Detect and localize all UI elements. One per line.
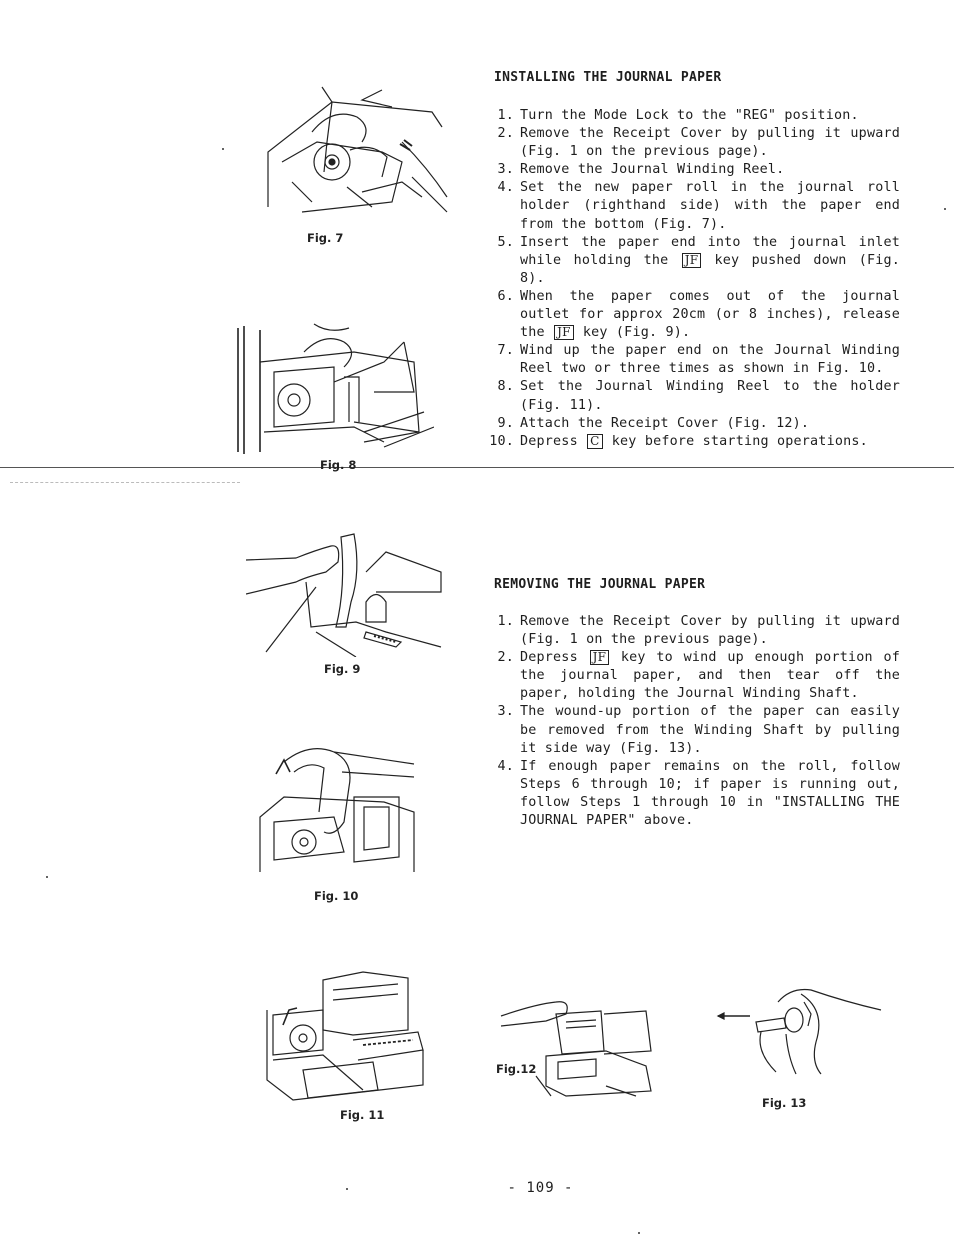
- page-number: - 109 -: [507, 1180, 574, 1196]
- installing-step-3: 3. Remove the Journal Winding Reel.: [497, 162, 785, 178]
- fig7-illustration: [262, 82, 452, 222]
- c-key-label: C: [587, 434, 602, 449]
- fig10-caption: Fig. 10: [314, 889, 359, 903]
- scan-speck: [944, 208, 946, 210]
- installing-heading: INSTALLING THE JOURNAL PAPER: [494, 70, 722, 85]
- installing-step-2: 2. Remove the Receipt Cover by pulling it upward (Fig. 1 on the previous page).: [497, 126, 900, 160]
- removing-step-2: 2. Depress JF key to wind up enough portion of the journal paper, and then tear off the paper, holding the Journal Winding Shaft.: [497, 650, 901, 702]
- removing-step-4: 4. If enough paper remains on the roll, follow Steps 6 through 10; if paper is running out, follow Steps 1 through 10 in "INSTALLING THE JOURNAL PAPER" above.: [497, 758, 900, 829]
- scan-speck: [346, 1188, 348, 1190]
- fig9-illustration: [246, 532, 446, 657]
- fig12-caption: Fig.12: [496, 1062, 537, 1076]
- section-divider: [0, 467, 954, 468]
- fig11-caption: Fig. 11: [340, 1108, 385, 1122]
- installing-step-4: 4. Set the new paper roll in the journal roll holder (righthand side) with the paper end from the bottom (Fig. 7).: [497, 180, 900, 232]
- removing-heading: REMOVING THE JOURNAL PAPER: [494, 577, 706, 592]
- fig13-illustration: [716, 982, 886, 1077]
- installing-steps: [484, 107, 900, 451]
- faint-dotted-line: [10, 482, 240, 483]
- scan-speck: [638, 1232, 640, 1234]
- installing-step-8: 8. Set the Journal Winding Reel to the holder (Fig. 11).: [497, 379, 900, 413]
- installing-step-5: 5. Insert the paper end into the journal inlet while holding the JF key pushed down (Fig. 8).: [497, 234, 901, 286]
- removing-step-1: 1. Remove the Receipt Cover by pulling it upward (Fig. 1 on the previous page).: [497, 614, 900, 648]
- fig11-illustration: [263, 970, 428, 1105]
- installing-step-6: 6. When the paper comes out of the journal outlet for approx 20cm (or 8 inches), release the JF key (Fig. 9).: [497, 288, 900, 341]
- installing-step-7: 7. Wind up the paper end on the Journal Winding Reel two or three times as shown in Fig. 10.: [497, 343, 900, 377]
- removing-step-3: 3. The wound-up portion of the paper can easily be removed from the Winding Shaft by pulling it side way (Fig. 13).: [497, 704, 900, 756]
- scan-speck: [46, 876, 48, 878]
- fig13-caption: Fig. 13: [762, 1096, 807, 1110]
- installing-step-10: 10. Depress C key before starting operations.: [489, 433, 868, 449]
- installing-step-9: 9. Attach the Receipt Cover (Fig. 12).: [497, 415, 810, 431]
- jf-key-label: JF: [554, 325, 574, 340]
- fig9-caption: Fig. 9: [324, 662, 361, 676]
- fig8-illustration: [234, 322, 434, 462]
- fig10-illustration: [254, 742, 419, 877]
- jf-key-label: JF: [682, 253, 702, 268]
- removing-steps: [484, 613, 900, 830]
- fig8-caption: Fig. 8: [320, 458, 357, 472]
- jf-key-label: JF: [590, 650, 610, 665]
- fig7-caption: Fig. 7: [307, 231, 344, 245]
- scan-speck: [222, 148, 224, 150]
- fig12-illustration: [496, 996, 656, 1101]
- installing-step-1: 1. Turn the Mode Lock to the "REG" position.: [497, 108, 859, 123]
